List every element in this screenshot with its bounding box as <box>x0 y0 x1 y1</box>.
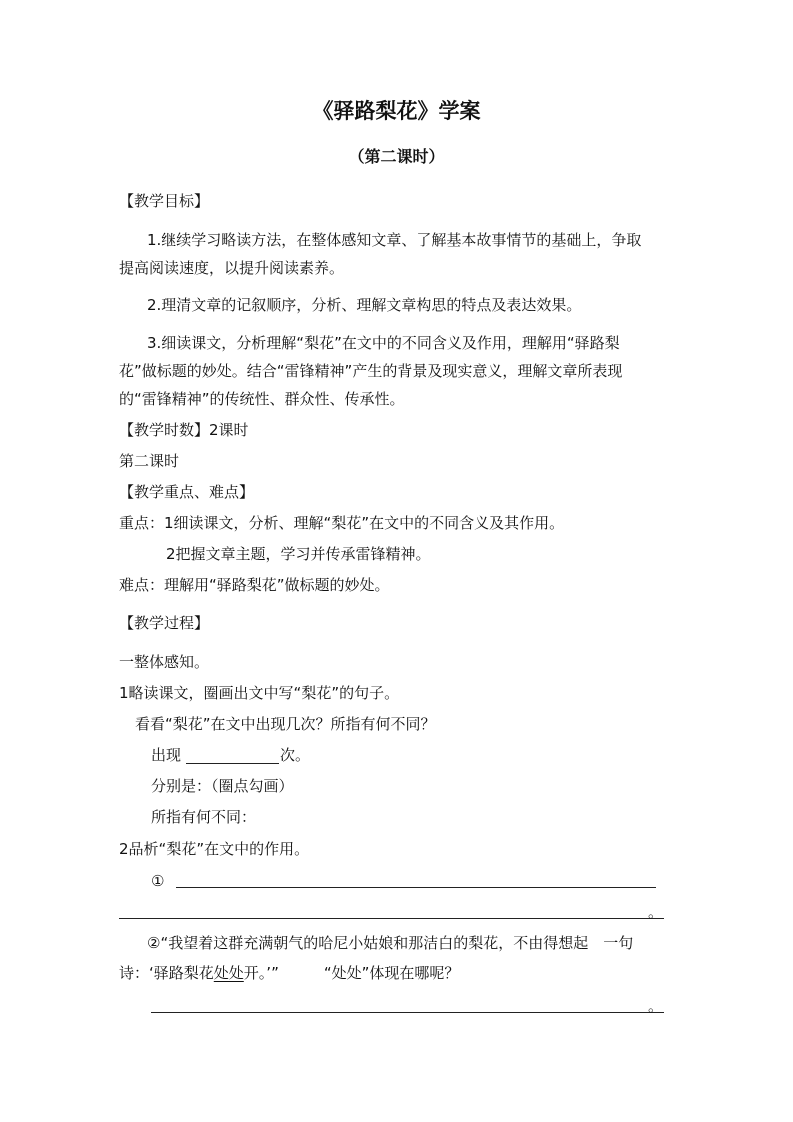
page-title: 《驿路梨花》学案 <box>312 99 481 123</box>
question-2: 2品析“梨花”在文中的作用。 <box>119 840 310 858</box>
goal-3-line-2: 花”做标题的妙处。结合“雷锋精神”产生的背景及现实意义，理解文章所表现 <box>119 362 623 380</box>
page-subtitle: （第二课时） <box>348 147 445 166</box>
question-1c: 分别是：（圈点勾画） <box>151 777 294 795</box>
answer-2-period: 。 <box>648 997 664 1015</box>
question-1b-suffix: 次。 <box>280 746 311 764</box>
goal-3-line-3: 的“雷锋精神”的传统性、群众性、传承性。 <box>119 390 405 408</box>
teaching-hours: 【教学时数】2课时 <box>119 421 249 439</box>
goal-2: 2.理清文章的记叙顺序，分析、理解文章构思的特点及表达效果。 <box>147 296 582 314</box>
second-lesson-label: 第二课时 <box>119 452 180 470</box>
process-heading: 【教学过程】 <box>119 614 210 632</box>
key-point-1: 重点：1细读课文，分析、理解“梨花”在文中的不同含义及其作用。 <box>119 514 565 532</box>
goal-1-line-2: 提高阅读速度，以提升阅读素养。 <box>119 259 345 277</box>
item-2-underlined-word: 处处 <box>213 964 244 982</box>
answer-line-1b[interactable] <box>119 918 664 919</box>
item-2-line-2-prefix: 诗：‘驿路梨花 <box>119 964 214 982</box>
answer-line-1a[interactable] <box>176 887 656 888</box>
question-1d: 所指有何不同： <box>151 808 257 826</box>
answer-line-2[interactable] <box>151 1012 664 1013</box>
goal-3-line-1: 3.细读课文，分析理解“梨花”在文中的不同含义及作用，理解用“驿路梨 <box>147 334 620 352</box>
item-2-line-2-suffix: 开。’” “处处”体现在哪呢？ <box>243 964 460 982</box>
question-1: 1略读课文，圈画出文中写“梨花”的句子。 <box>119 684 400 702</box>
question-1b-prefix: 出现 <box>151 746 182 764</box>
key-point-2: 2把握文章主题，学习并传承雷锋精神。 <box>166 545 431 563</box>
item-1-mark: ① <box>151 872 165 890</box>
item-2-line-1: ②“我望着这群充满朝气的哈尼小姑娘和那洁白的梨花，不由得想起 一句 <box>147 934 634 952</box>
goal-1-line-1: 1.继续学习略读方法，在整体感知文章、了解基本故事情节的基础上，争取 <box>147 231 642 249</box>
section-overall-perception: 一整体感知。 <box>119 653 210 671</box>
question-1a: 看看“梨花”在文中出现几次？所指有何不同？ <box>135 715 436 733</box>
item-2-line-2 <box>119 964 459 982</box>
count-blank-line[interactable] <box>186 763 279 764</box>
difficult-point: 难点：理解用“驿路梨花”做标题的妙处。 <box>119 576 390 594</box>
key-points-heading: 【教学重点、难点】 <box>119 483 255 501</box>
goals-heading: 【教学目标】 <box>119 192 210 210</box>
answer-1-period: 。 <box>648 903 664 921</box>
